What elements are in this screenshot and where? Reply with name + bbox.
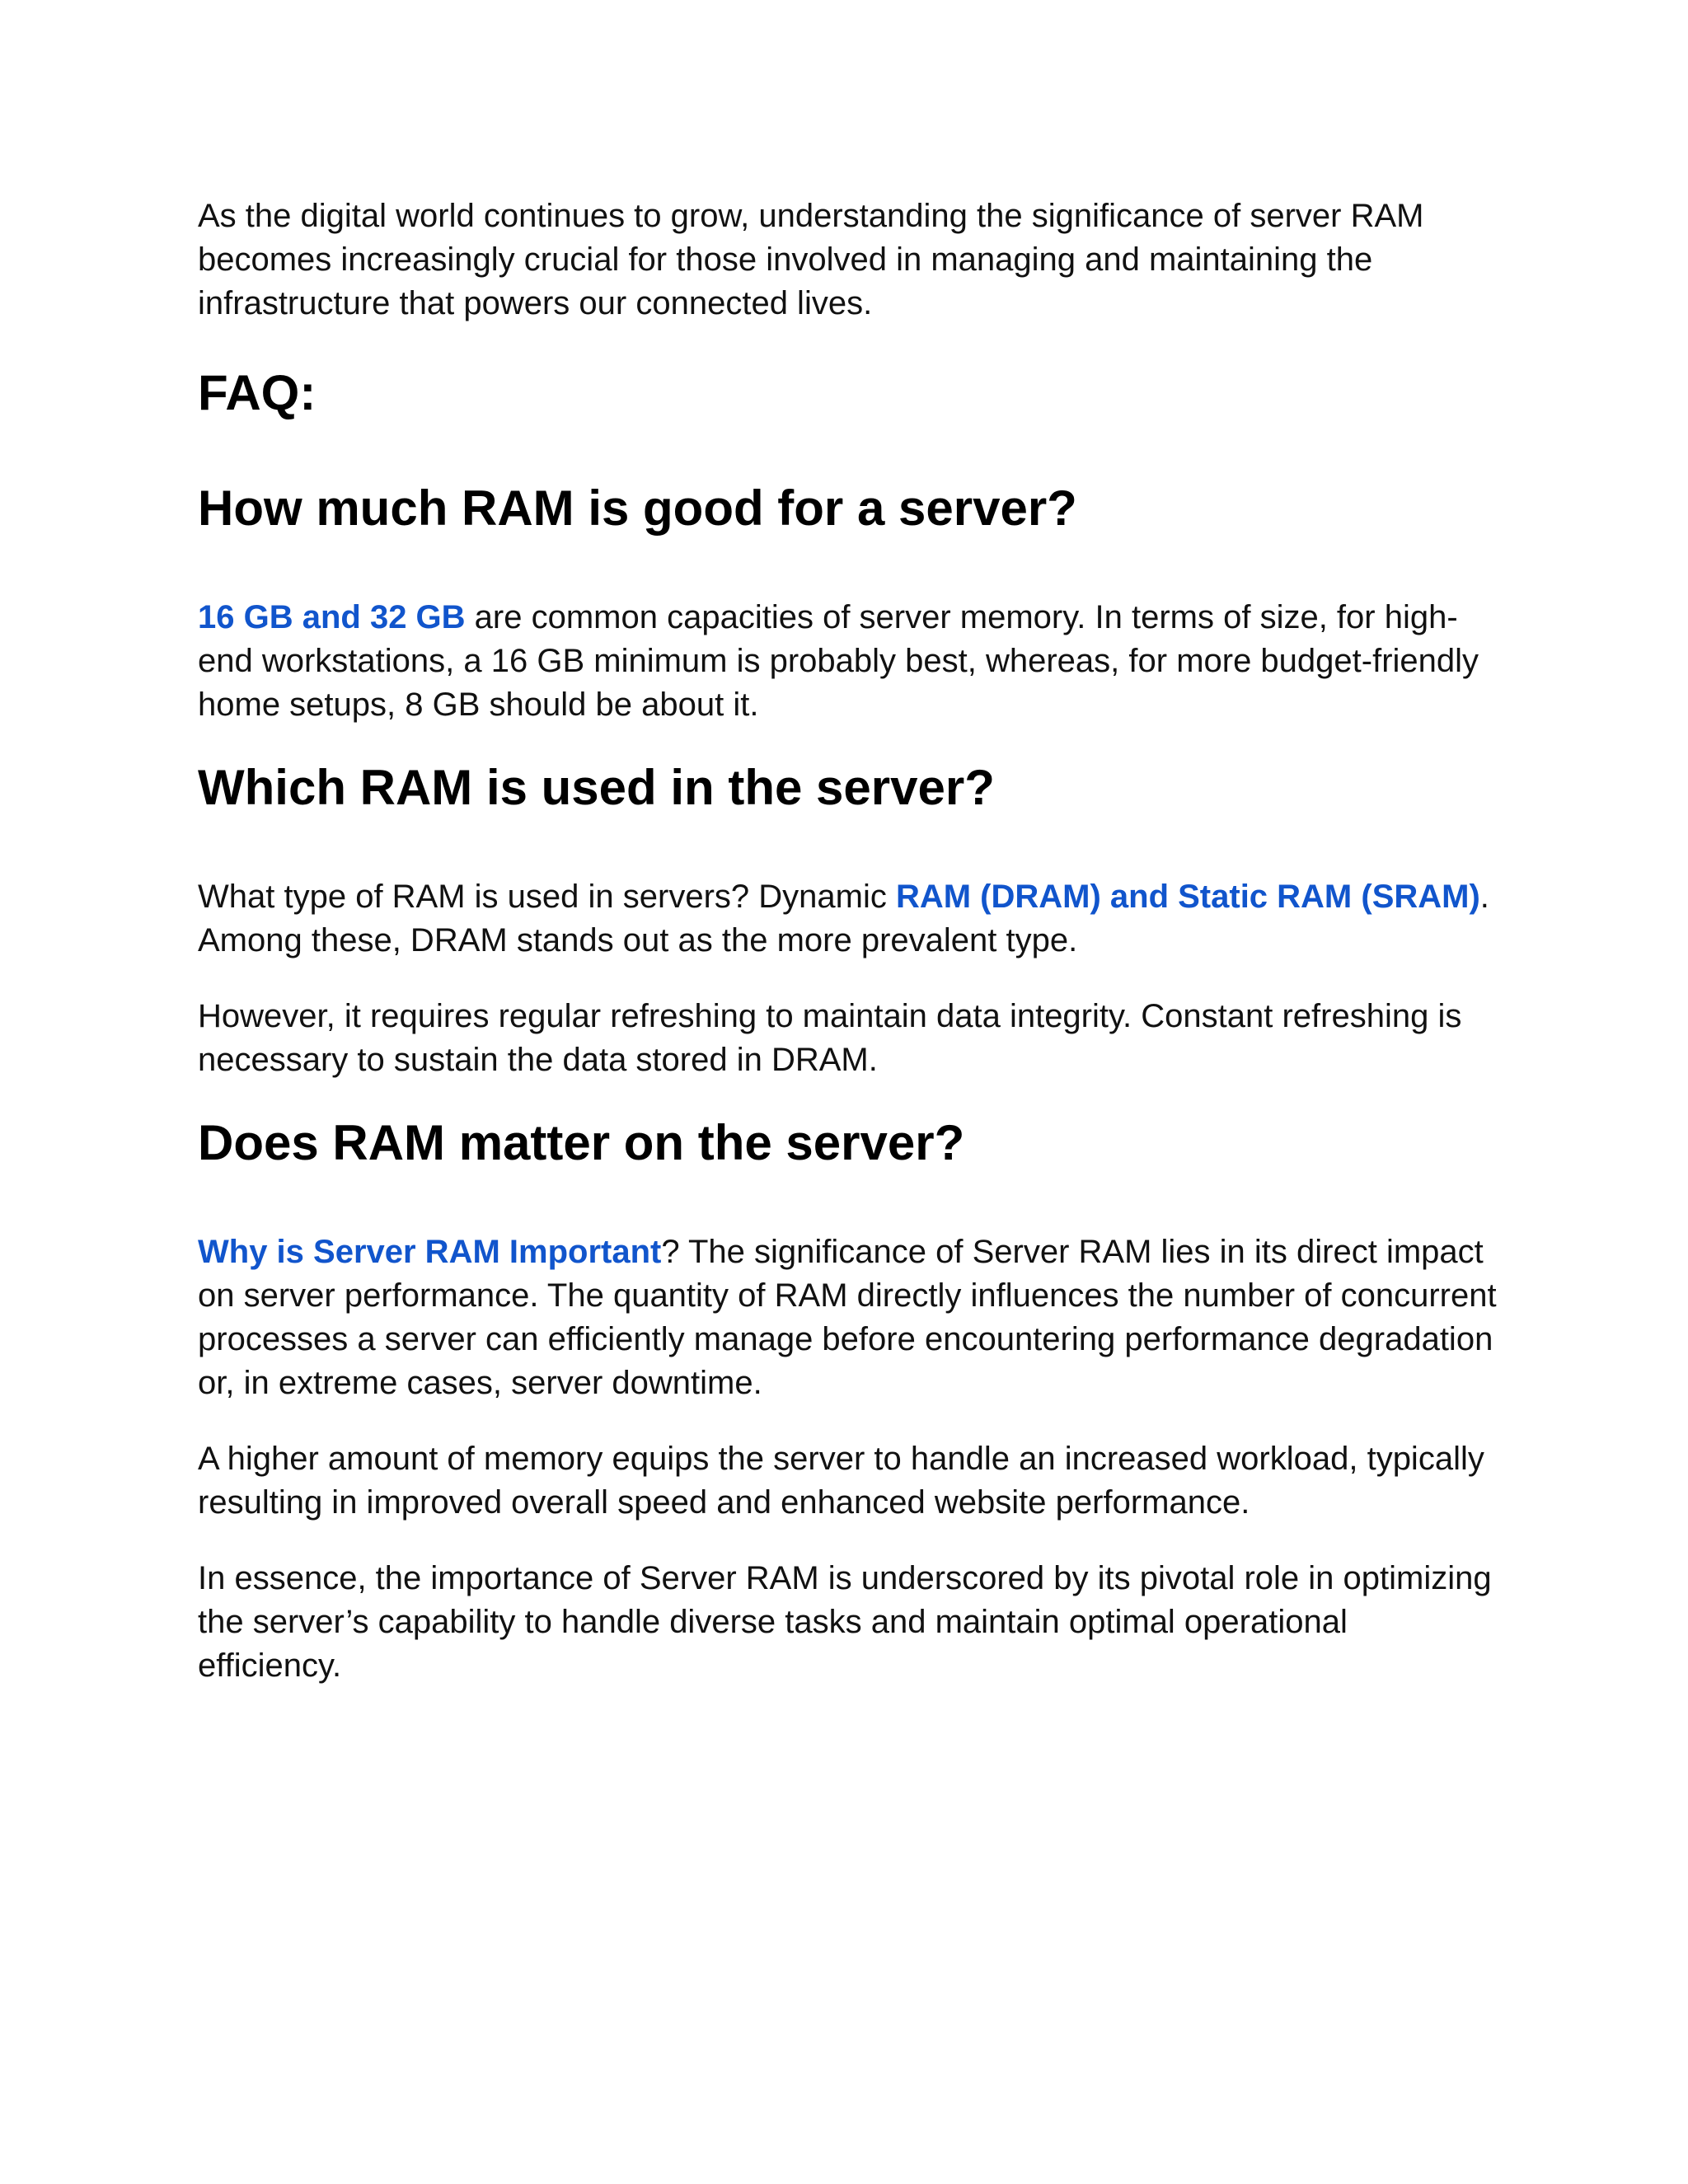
link-dram-sram[interactable]: RAM (DRAM) and Static RAM (SRAM) [895,879,1480,915]
question-heading-ram-type: Which RAM is used in the server? [198,760,995,815]
document-page [198,194,1500,1688]
question-heading-ram-amount: How much RAM is good for a server? [198,480,1077,536]
intro-paragraph: As the digital world continues to grow, understanding the significance of server RAM becomes increasingly crucial for those involved in managing and maintaining the infrastructure that powers our connected lives. [198,198,1424,321]
answer-paragraph-ram-type [198,875,1500,963]
answer-text: are common capacities of server memory. In terms of size, for high-end workstations, a 16 GB minimum is probably best, whereas, for more budget-friendly home setups, 8 GB should be about it. [198,599,1479,723]
answer-paragraph-dram-refresh: However, it requires regular refreshing to maintain data integrity. Constant refreshing is necessary to sustain the data stored in DRAM. [198,998,1462,1078]
question-heading-ram-matters: Does RAM matter on the server? [198,1115,965,1170]
answer-paragraph-ram-amount [198,596,1500,727]
link-why-server-ram-important[interactable]: Why is Server RAM Important [198,1234,662,1270]
answer-text: ? The significance of Server RAM lies in its direct impact on server performance. The quantity of RAM directly influences the number of concurrent processes a server can efficiently manage before encountering performance degradation or, in extreme cases, server downtime. [198,1234,1497,1401]
link-16gb-32gb[interactable]: 16 GB and 32 GB [198,599,466,635]
answer-paragraph-workload: A higher amount of memory equips the server to handle an increased workload, typically resulting in improved overall speed and enhanced website performance. [198,1441,1484,1521]
answer-paragraph-essence: In essence, the importance of Server RAM is underscored by its pivotal role in optimizing the server’s capability to handle diverse tasks and maintain optimal operational efficiency. [198,1560,1492,1684]
answer-paragraph-ram-importance [198,1230,1500,1405]
answer-text: What type of RAM is used in servers? Dynamic [198,879,896,915]
answer-text: . Among these, DRAM stands out as the more prevalent type. [198,879,1489,958]
faq-heading: FAQ: [198,365,316,420]
